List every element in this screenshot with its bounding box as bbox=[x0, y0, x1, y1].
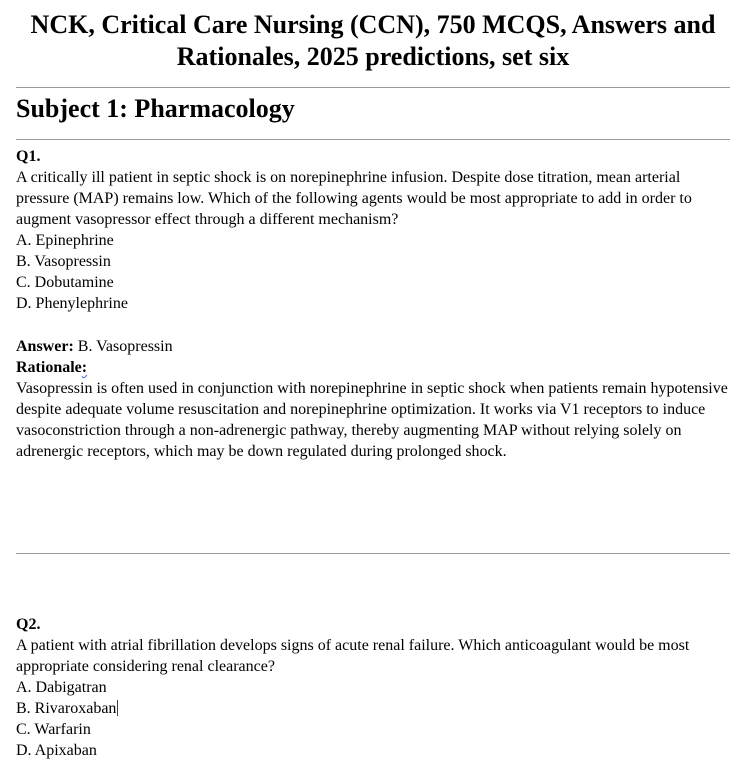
option-b: B. Rivaroxaban bbox=[16, 700, 117, 717]
subject-heading: Subject 1: Pharmacology bbox=[16, 94, 295, 123]
rationale-text: Vasopressin is often used in conjunction with norepinephrine in septic shock when patients remain hypotensive despite adequate volume resuscitation and norepinephrine optimization. It works via V1 receptors to induce vasoconstriction through a non-adrenergic pathway, thereby augmenting MAP without relying solely on adrenergic receptors, which may be down regulated during prolonged shock. bbox=[16, 380, 728, 460]
option-d: D. Apixaban bbox=[16, 742, 97, 759]
rationale-label: Rationale bbox=[16, 359, 82, 376]
rationale-colon: : bbox=[81, 359, 88, 376]
answer-line bbox=[16, 336, 732, 357]
answer-section-1 bbox=[16, 336, 732, 462]
subject-divider bbox=[16, 139, 730, 140]
option-b-line bbox=[16, 698, 732, 719]
question-1 bbox=[16, 146, 732, 314]
answer-value: B. Vasopressin bbox=[77, 338, 173, 355]
option-c: C. Dobutamine bbox=[16, 274, 114, 291]
rationale-label-line bbox=[16, 357, 732, 378]
question-stem: A patient with atrial fibrillation develops signs of acute renal failure. Which anticoagulant would be most appropriate considering renal clearance? bbox=[16, 637, 690, 675]
question-divider bbox=[16, 553, 730, 554]
option-b: B. Vasopressin bbox=[16, 253, 111, 270]
document-title: NCK, Critical Care Nursing (CCN), 750 MCQS, Answers and Rationales, 2025 predictions, set six bbox=[30, 10, 716, 71]
question-2 bbox=[16, 614, 732, 761]
option-a: A. Epinephrine bbox=[16, 232, 114, 249]
question-number: Q1. bbox=[16, 148, 41, 165]
text-cursor bbox=[117, 700, 118, 716]
question-number: Q2. bbox=[16, 616, 41, 633]
question-stem: A critically ill patient in septic shock is on norepinephrine infusion. Despite dose titration, mean arterial pressure (MAP) remains low. Which of the following agents would be most appropriate to add in order to augment vasopressor effect through a different mechanism? bbox=[16, 169, 692, 228]
option-d: D. Phenylephrine bbox=[16, 295, 128, 312]
answer-label: Answer: bbox=[16, 338, 74, 355]
option-a: A. Dabigatran bbox=[16, 679, 107, 696]
option-c: C. Warfarin bbox=[16, 721, 91, 738]
title-divider bbox=[16, 87, 730, 88]
